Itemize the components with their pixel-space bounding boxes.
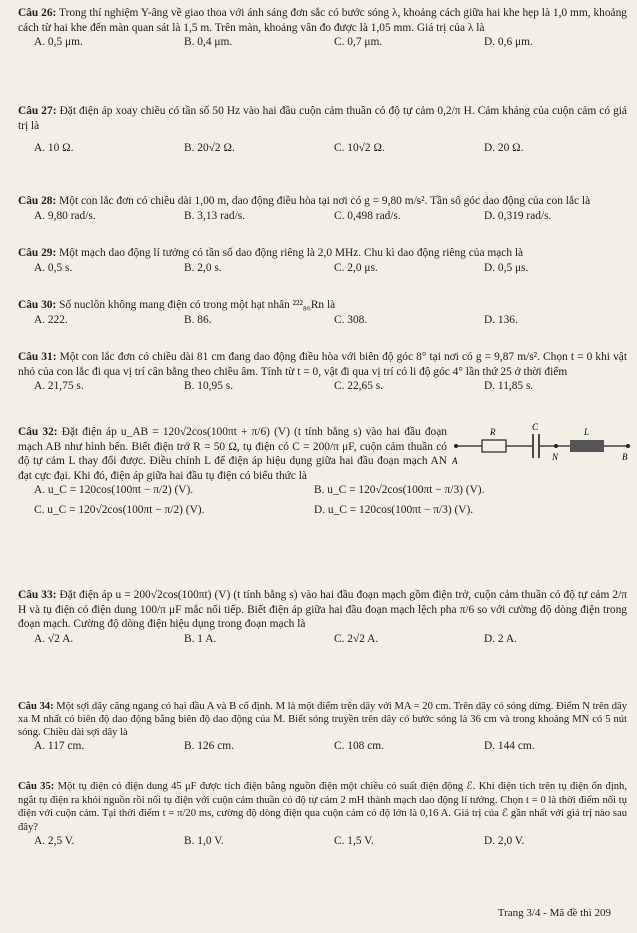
page-footer: Trang 3/4 - Mã đề thi 209 [497,907,611,919]
option-b[interactable]: B. 0,4 μm. [184,36,233,49]
options-row [34,209,637,223]
question-label: Câu 30: [18,299,57,311]
question-stem: Số nuclôn không mang điện có trong một hạt nhân ²²²₈₆Rn là [59,299,336,311]
option-b[interactable]: B. 3,13 rad/s. [184,209,246,222]
question-label: Câu 26: [18,7,57,19]
options-row [34,261,637,275]
question-stem: Một tụ điện có điện dung 45 μF được tích điện bằng nguồn điện một chiều có suất điện động ℰ. Khi điện tích trên tụ điện ổn định, ngắt tụ điện ra khỏi nguồn rồi nối tụ điện với cuộn cảm thuần có độ tự cảm 2 mH thành mạch dao động lí tưởng. Chọn t = 0 là thời điểm nối tụ điện với cuộn cảm. Tại thời điểm t = π/20 ms, cường độ dòng điện qua cuộn cảm có độ lớn là 0,16 A. Giá trị của ℰ gần nhất với giá trị nào sau đây? [18,781,628,833]
question-stem: Đặt điện áp u = 200√2cos(100πt) (V) (t tính bằng s) vào hai đầu đoạn mạch gồm điện trở, cuộn cảm thuần có độ tự cảm 2/π H và tụ điện có điện dung 100/π μF mắc nối tiếp. Biết điện áp giữa hai đầu đoạn mạch lệch pha π/6 so với cường độ dòng điện trong đoạn mạch. Cường độ dòng điện hiệu dụng trong đoạn mạch là [18,589,627,631]
options-row [34,739,637,753]
option-a[interactable]: A. √2 A. [34,632,74,645]
options-row [34,379,637,393]
option-b[interactable]: B. 10,95 s. [184,380,234,393]
option-b[interactable]: B. 126 cm. [184,740,234,752]
question-stem: Một con lắc đơn có chiều dài 81 cm đang dao động điều hòa với biên độ góc 8° tại nơi có g = 9,87 m/s². Chọn t = 0 khi vật nhỏ của con lắc đi qua vị trí cân bằng theo chiều âm. Tính từ t = 0, vật đi qua vị trí có li độ góc 4° lần thứ 25 ở thời điểm [18,351,627,378]
question-stem: Một con lắc đơn có chiều dài 1,00 m, dao động điều hòa tại nơi có g = 9,80 m/s². Tần số góc dao động của con lắc là [59,195,591,207]
terminal-b [626,444,630,448]
option-d[interactable]: D. 0,5 μs. [484,261,529,274]
options-row [34,35,637,49]
option-a[interactable]: A. 10 Ω. [34,142,74,155]
options-row [34,313,637,327]
option-b[interactable]: B. 86. [184,313,212,326]
label-a: A [452,456,458,466]
question-label: Câu 34: [18,701,54,712]
node-n [554,444,558,448]
label-c: C [532,422,539,432]
options-row [34,632,637,646]
option-d[interactable]: D. 136. [484,313,518,326]
label-b: B [622,452,628,462]
option-a[interactable]: A. u_C = 120cos(100πt − π/2) (V). [34,484,194,497]
option-c[interactable]: C. 1,5 V. [334,835,374,848]
option-b[interactable]: B. 2,0 s. [184,261,222,274]
option-a[interactable]: A. 9,80 rad/s. [34,209,96,222]
question-33 [0,588,637,646]
option-c[interactable]: C. u_C = 120√2cos(100πt − π/2) (V). [34,504,205,517]
question-35 [0,780,637,848]
question-stem: Một sợi dây căng ngang có hai đầu A và B cố định. M là một điểm trên dây với MA = 20 cm. Trên dây có sóng dừng. Điểm N trên dây xa M nhất có biên độ dao động bằng biên độ dao động của M. Biết sóng truyền trên dây có bước sóng là 36 cm và trong khoảng MN có 5 nút sóng. Chiều dài sợi dây là [18,701,627,738]
option-d[interactable]: D. 20 Ω. [484,142,524,155]
question-label: Câu 35: [18,781,55,792]
option-a[interactable]: A. 117 cm. [34,740,85,752]
question-label: Câu 32: [18,426,58,438]
question-stem: Đặt điện áp u_AB = 120√2cos(100πt + π/6) (V) (t tính bằng s) vào hai đầu đoạn mạch AB như hình bên. Biết điện trở R = 50 Ω, tụ điện có C = 200/π μF, cuộn cảm thuần có độ tự cảm L thay đổi được. Điều chỉnh L để điện áp hiệu dụng giữa hai đầu đoạn mạch AN đạt cực đại. Khi đó, điện áp giữa hai đầu tụ điện có biểu thức là [18,426,447,482]
option-b[interactable]: B. 1,0 V. [184,835,224,848]
question-34 [0,700,637,753]
option-d[interactable]: D. 0,6 μm. [484,36,533,49]
option-b[interactable]: B. u_C = 120√2cos(100πt − π/3) (V). [314,484,485,497]
option-c[interactable]: C. 10√2 Ω. [334,142,385,155]
option-a[interactable]: A. 2,5 V. [34,835,75,848]
question-label: Câu 31: [18,351,57,363]
resistor-symbol [482,440,506,452]
question-label: Câu 33: [18,589,57,601]
option-c[interactable]: C. 108 cm. [334,740,384,752]
question-stem: Trong thí nghiệm Y-âng về giao thoa với ánh sáng đơn sắc có bước sóng λ, khoảng cách giữa hai khe hẹp là 1,0 mm, khoảng cách từ hai khe đến màn quan sát là 1,5 m. Trên màn, khoảng vân đo được là 1,05 mm. Giá trị của λ là [18,7,627,34]
option-d[interactable]: D. 2,0 V. [484,835,525,848]
option-c[interactable]: C. 0,7 μm. [334,36,383,49]
option-d[interactable]: D. u_C = 120cos(100πt − π/3) (V). [314,504,474,517]
question-27 [0,104,637,155]
options-row [34,834,637,848]
option-d[interactable]: D. 0,319 rad/s. [484,209,552,222]
question-label: Câu 27: [18,105,57,117]
options-row [34,141,637,155]
question-stem: Một mạch dao động lí tưởng có tần số dao động riêng là 2,0 MHz. Chu kì dao động riêng của mạch là [59,247,524,259]
option-a[interactable]: A. 21,75 s. [34,380,84,393]
question-30 [0,298,637,327]
question-label: Câu 28: [18,195,57,207]
terminal-a [454,444,458,448]
label-r: R [490,427,496,437]
question-31 [0,350,637,393]
options-grid [34,483,637,517]
label-l: L [584,427,590,437]
option-a[interactable]: A. 0,5 s. [34,261,73,274]
option-c[interactable]: C. 308. [334,313,368,326]
option-b[interactable]: B. 1 A. [184,632,217,645]
option-a[interactable]: A. 0,5 μm. [34,36,83,49]
question-26 [0,6,637,49]
option-c[interactable]: C. 0,498 rad/s. [334,209,401,222]
option-c[interactable]: C. 22,65 s. [334,380,384,393]
option-d[interactable]: D. 2 A. [484,632,517,645]
question-29 [0,246,637,275]
question-label: Câu 29: [18,247,57,259]
circuit-diagram [452,422,632,467]
option-c[interactable]: C. 2,0 μs. [334,261,378,274]
question-28 [0,194,637,223]
label-n: N [552,452,559,462]
option-a[interactable]: A. 222. [34,313,68,326]
inductor-symbol [570,440,604,452]
option-d[interactable]: D. 11,85 s. [484,380,534,393]
option-d[interactable]: D. 144 cm. [484,740,535,752]
option-c[interactable]: C. 2√2 A. [334,632,379,645]
option-b[interactable]: B. 20√2 Ω. [184,142,235,155]
question-stem: Đặt điện áp xoay chiều có tần số 50 Hz vào hai đầu cuộn cảm thuần có độ tự cảm 0,2/π H. Cảm kháng của cuộn cảm có giá trị là [18,105,627,132]
